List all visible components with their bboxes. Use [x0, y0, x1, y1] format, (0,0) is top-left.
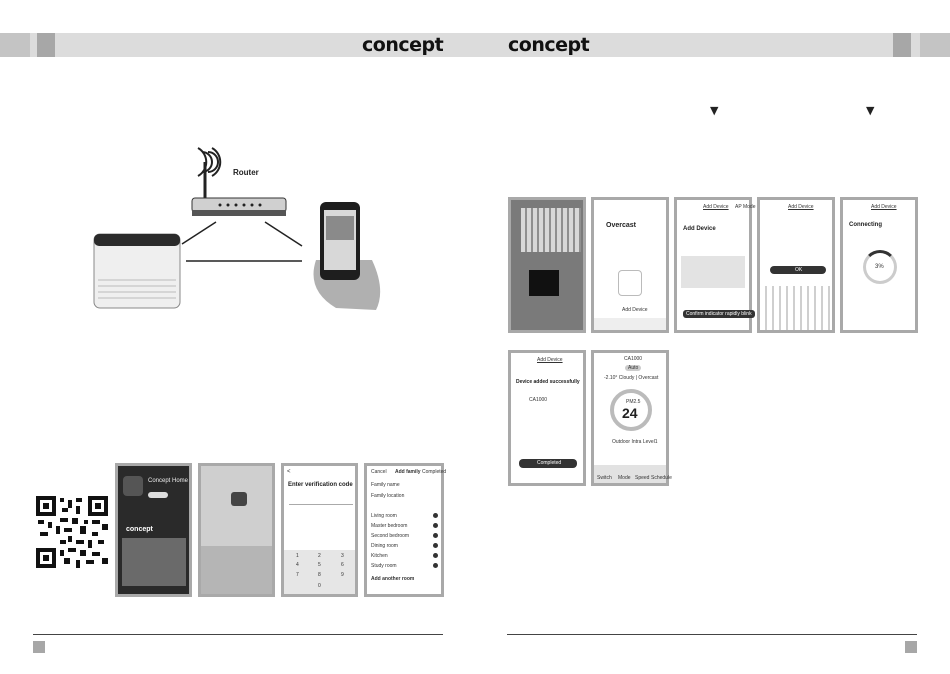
pm-value: 24	[622, 405, 638, 421]
router-icon	[192, 198, 286, 216]
mode-pill[interactable]: Auto	[625, 365, 641, 371]
room-check-icon[interactable]	[433, 563, 438, 568]
completed-link[interactable]: Completed	[422, 469, 447, 475]
smartphone-hand-icon	[314, 202, 381, 310]
added-header: Add Device	[537, 357, 563, 363]
keypad-key-4[interactable]: 4	[296, 562, 299, 568]
progress-value: 3%	[875, 264, 884, 270]
connect-header: Add Device	[871, 204, 897, 210]
keypad-key-7[interactable]: 7	[296, 572, 299, 578]
add-device-screen	[674, 197, 756, 333]
room-image	[201, 546, 272, 594]
room-item[interactable]: Master bedroom	[371, 523, 408, 529]
add-device-header: Add Device	[703, 204, 729, 210]
app-icon	[123, 476, 143, 496]
control-panel	[529, 270, 559, 296]
left-header-square	[0, 33, 30, 57]
weather-title: Overcast	[606, 222, 636, 229]
keypad-key-9[interactable]: 9	[341, 572, 344, 578]
router-signal-icon	[198, 148, 220, 176]
verification-screen	[281, 463, 358, 597]
qwerty-keyboard[interactable]	[760, 286, 832, 330]
keypad-key-3[interactable]: 3	[341, 553, 344, 559]
add-family-screen	[364, 463, 447, 597]
room-item[interactable]: Kitchen	[371, 553, 388, 559]
connecting-title: Connecting	[849, 222, 882, 228]
room-check-icon[interactable]	[433, 523, 438, 528]
schedule-button[interactable]: Schedule	[651, 475, 672, 481]
pm-label: PM2.5	[626, 399, 641, 405]
back-icon[interactable]: <	[287, 469, 291, 475]
confirm-blink-button[interactable]: Confirm indicator rapidly blink	[683, 310, 755, 318]
speed-button[interactable]: Speed	[635, 475, 650, 481]
room-check-icon[interactable]	[433, 543, 438, 548]
device-illustration	[681, 256, 745, 288]
device-added-screen	[508, 350, 586, 486]
bottom-tab-bar[interactable]	[594, 318, 666, 330]
install-button	[148, 492, 168, 498]
code-field[interactable]	[289, 504, 353, 505]
add-room-link[interactable]: Add another room	[371, 576, 415, 582]
right-brand-logo: concept	[508, 34, 590, 56]
left-footer-line	[33, 634, 443, 635]
right-header-square	[920, 33, 950, 57]
app-store-screen	[115, 463, 192, 597]
splash-app-icon	[231, 492, 247, 506]
empty-device-icon	[618, 270, 642, 296]
room-check-icon[interactable]	[433, 533, 438, 538]
air-purifier-icon	[94, 234, 180, 308]
keypad-key-2[interactable]: 2	[318, 553, 321, 559]
device-panel-photo	[508, 197, 586, 333]
wifi-header: Add Device	[788, 204, 814, 210]
room-check-icon[interactable]	[433, 513, 438, 518]
keypad-key-0[interactable]: 0	[318, 583, 321, 589]
cancel-link[interactable]: Cancel	[371, 469, 387, 475]
splash-screen	[198, 463, 275, 597]
left-header-marker	[37, 33, 55, 57]
right-page-marker	[905, 641, 917, 653]
keypad-key-5[interactable]: 5	[318, 562, 321, 568]
added-title: Device added successfully	[516, 379, 580, 385]
left-page-marker	[33, 641, 45, 653]
home-add-device-button[interactable]: Add Device	[622, 307, 648, 313]
keypad-key-6[interactable]: 6	[341, 562, 344, 568]
network-diagram	[90, 140, 390, 310]
wifi-icon: ▼	[866, 104, 875, 117]
control-title: CA1000	[624, 356, 643, 362]
keypad-key-1[interactable]: 1	[296, 553, 299, 559]
add-device-title: Add Device	[683, 226, 716, 232]
app-preview-image	[122, 538, 186, 586]
device-grille	[521, 208, 581, 252]
splash-logo: concept	[126, 526, 153, 533]
device-control-screen	[591, 350, 672, 486]
wifi-icon: ▼	[710, 104, 719, 117]
family-location-field[interactable]: Family location	[371, 493, 405, 499]
mode-button[interactable]: Mode	[618, 475, 631, 481]
right-footer-line	[507, 634, 917, 635]
room-check-icon[interactable]	[433, 553, 438, 558]
switch-button[interactable]: Switch	[597, 475, 612, 481]
connecting-screen	[840, 197, 918, 333]
room-item[interactable]: Second bedroom	[371, 533, 410, 539]
room-item[interactable]: Living room	[371, 513, 397, 519]
room-item[interactable]: Dining room	[371, 543, 398, 549]
verification-title: Enter verification code	[288, 482, 353, 488]
wifi-ok-label[interactable]: OK	[795, 267, 803, 273]
qr-code	[36, 496, 108, 568]
wifi-password-screen	[757, 197, 835, 333]
completed-label[interactable]: Completed	[537, 460, 562, 466]
family-name-field[interactable]: Family name	[371, 482, 400, 488]
air-quality-text: Outdoor Intra Level1	[612, 439, 658, 445]
room-item[interactable]: Study room	[371, 563, 397, 569]
device-name[interactable]: CA1000	[529, 397, 548, 403]
right-header-marker	[893, 33, 911, 57]
left-brand-logo: concept	[362, 34, 444, 56]
router-label: Router	[233, 168, 259, 177]
ap-mode-link[interactable]: AP Mode	[735, 204, 756, 210]
weather-readout: -2.10° Cloudy | Overcast	[604, 375, 659, 381]
app-name: Concept Home	[148, 478, 189, 484]
home-screen	[591, 197, 669, 333]
add-family-title: Add family	[395, 469, 421, 475]
keypad-key-8[interactable]: 8	[318, 572, 321, 578]
